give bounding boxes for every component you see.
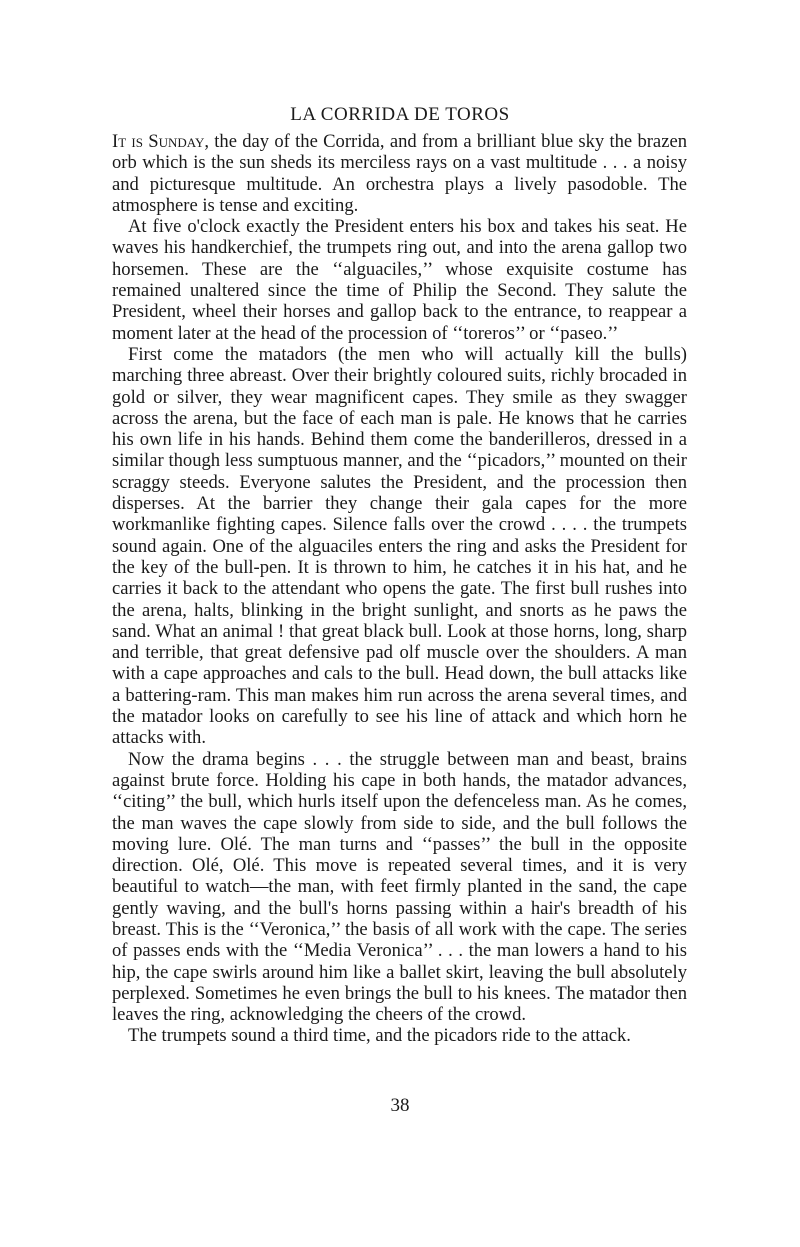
paragraph-3: First come the matadors (the men who will actually kill the bulls) marching three abreast. Over their brightly coloured suits, richly brocaded in gold or silver, they wear magnificent capes. They smile as they swagger across the arena, but the face of each man is pale. He knows that he carries his own life in his hands. Behind them come the banderilleros, dressed in a similar though less sumptuous manner, and the ‘‘picadors,’’ mounted on their scraggy steeds. Everyone salutes the President, and the procession then disperses. At the barrier they change their gala capes for the more workmanlike fighting capes. Silence falls over the crowd . . . . the trumpets sound again. One of the alguaciles enters the ring and asks the President for the key of the bull-pen. It is thrown to him, he catches it in his hat, and he carries it back to the attendant who opens the gate. The first bull rushes into the arena, halts, blinking in the bright sunlight, and snorts as he paws the sand. What an animal ! that great black bull. Look at those horns, long, sharp and terrible, that great defensive pad olf muscle over the shoulders. A man with a cape approaches and cals to the bull. Head down, the bull attacks like a battering-ram. This man makes him run across the arena several times, and the matador looks on carefully to see his line of attack and which horn he attacks with. (112, 343, 687, 749)
paragraph-5: The trumpets sound a third time, and the picadors ride to the attack. (128, 1025, 631, 1047)
paragraph-2: At five o'clock exactly the President enters his box and takes his seat. He waves his handkerchief, the trumpets ring out, and into the arena gallop two horsemen. These are the ‘‘alguaciles,’’ whose exquisite costume has remained unaltered since the time of Philip the Second. They salute the President, wheel their horses and gallop back to the entrance, to reappear a moment later at the head of the procession of ‘‘toreros’’ or ‘‘paseo.’’ (112, 216, 687, 344)
paragraph-1-text: the day of the Corrida, and from a brilliant blue sky the brazen orb which is the sun sheds its merciless rays on a vast multitude . . . a noisy and picturesque multitude. An orchestra plays a lively pasodoble. The atmosphere is tense and exciting. (112, 131, 687, 216)
chapter-title: LA CORRIDA DE TOROS (290, 104, 510, 125)
paragraph-4: Now the drama begins . . . the struggle between man and beast, brains against brute force. Holding his cape in both hands, the matador advances, ‘‘citing’’ the bull, which hurls itself upon the defenceless man. As he comes, the man waves the cape slowly from side to side, and the bull follows the moving lure. Olé. The man turns and ‘‘passes’’ the bull in the opposite direction. Olé, Olé. This move is repeated several times, and it is very beautiful to watch—the man, with feet firmly planted in the sand, the cape gently waving, and the bull's horns passing within a hair's breadth of his breast. This is the ‘‘Veronica,’’ the basis of all work with the cape. The series of passes ends with the ‘‘Media Veronica’’ . . . the man lowers a hand to his hip, the cape swirls around him like a ballet skirt, leaving the bull absolutely perplexed. Sometimes he even brings the bull to his knees. The matador then leaves the ring, acknowledging the cheers of the crowd. (112, 748, 687, 1026)
body-text (112, 131, 687, 1047)
page-number: 38 (390, 1095, 410, 1116)
lead-in-small-caps: It is Sunday, (112, 131, 209, 152)
paragraph-1 (112, 131, 687, 216)
